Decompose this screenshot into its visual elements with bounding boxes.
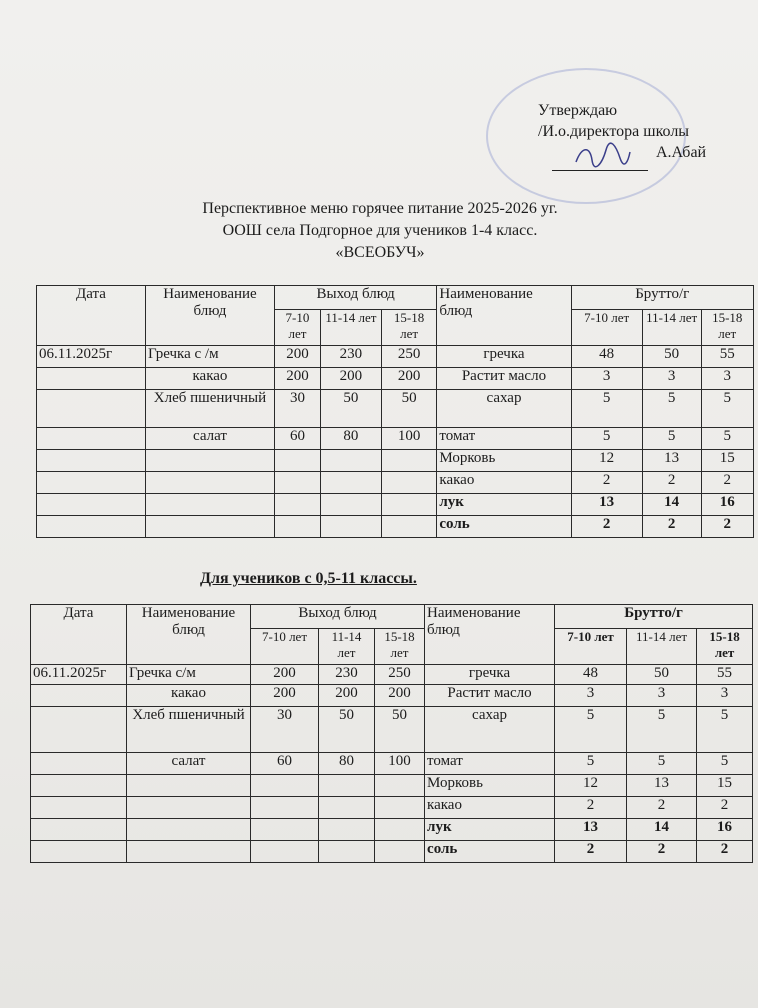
cell-output-15-18: 100	[375, 753, 425, 775]
cell-dish-name: какао	[127, 685, 251, 707]
cell-date	[37, 516, 146, 538]
cell-gross-15-18: 2	[701, 472, 754, 494]
cell-output-7-10: 200	[251, 685, 319, 707]
cell-dish-name: Хлеб пшеничный	[127, 707, 251, 753]
header-gross-age-7-10: 7-10 лет	[571, 310, 642, 346]
cell-output-7-10	[274, 472, 320, 494]
header-age-7-10: 7-10 лет	[274, 310, 320, 346]
cell-dish-name: салат	[127, 753, 251, 775]
cell-dish-name	[127, 775, 251, 797]
cell-output-15-18: 50	[381, 390, 437, 428]
cell-gross-15-18: 2	[701, 516, 754, 538]
cell-output-11-14	[319, 775, 375, 797]
cell-output-11-14	[321, 494, 382, 516]
cell-gross-11-14: 5	[642, 390, 701, 428]
cell-dish-name	[127, 797, 251, 819]
cell-dish-name	[146, 516, 275, 538]
table-row	[31, 775, 753, 797]
cell-output-7-10: 60	[251, 753, 319, 775]
cell-output-11-14: 200	[321, 368, 382, 390]
cell-gross-7-10: 3	[571, 368, 642, 390]
cell-dish-name	[146, 494, 275, 516]
cell-date	[37, 368, 146, 390]
cell-gross-7-10: 2	[571, 472, 642, 494]
cell-gross-15-18: 15	[697, 775, 753, 797]
cell-gross-11-14: 14	[627, 819, 697, 841]
cell-gross-7-10: 5	[555, 753, 627, 775]
cell-output-15-18	[381, 516, 437, 538]
cell-gross-15-18: 2	[697, 797, 753, 819]
cell-gross-15-18: 16	[701, 494, 754, 516]
header-age-15-18: 15-18 лет	[375, 629, 425, 665]
cell-output-7-10: 30	[251, 707, 319, 753]
cell-output-11-14: 80	[319, 753, 375, 775]
cell-gross-15-18: 3	[701, 368, 754, 390]
cell-gross-11-14: 13	[627, 775, 697, 797]
table-row	[31, 841, 753, 863]
cell-gross-11-14: 13	[642, 450, 701, 472]
cell-gross-11-14: 5	[627, 753, 697, 775]
table-row	[37, 390, 754, 428]
cell-product-name: лук	[437, 494, 571, 516]
cell-product-name: сахар	[437, 390, 571, 428]
header-output: Выход блюд	[251, 605, 425, 629]
cell-gross-15-18: 16	[697, 819, 753, 841]
cell-output-15-18	[381, 450, 437, 472]
cell-date	[31, 753, 127, 775]
table-row	[31, 707, 753, 753]
title-line-2: ООШ села Подгорное для учеников 1-4 класс.	[222, 222, 538, 239]
cell-output-7-10	[251, 819, 319, 841]
cell-gross-15-18: 5	[697, 753, 753, 775]
cell-output-7-10	[274, 494, 320, 516]
cell-dish-name: Хлеб пшеничный	[146, 390, 275, 428]
cell-gross-7-10: 48	[555, 665, 627, 685]
cell-gross-15-18: 5	[701, 390, 754, 428]
cell-output-15-18	[375, 775, 425, 797]
cell-gross-7-10: 13	[571, 494, 642, 516]
cell-product-name: сахар	[425, 707, 555, 753]
header-gross-age-11-14: 11-14 лет	[642, 310, 701, 346]
cell-gross-7-10: 13	[555, 819, 627, 841]
cell-gross-7-10: 12	[555, 775, 627, 797]
table-row	[31, 665, 753, 685]
cell-date	[37, 472, 146, 494]
menu-table-grades-0-11	[30, 604, 753, 863]
cell-date: 06.11.2025г	[37, 346, 146, 368]
menu-table-grades-1-4	[36, 285, 754, 538]
approval-name: А.Абай	[656, 144, 707, 161]
cell-output-11-14	[319, 819, 375, 841]
table-row	[31, 753, 753, 775]
cell-gross-7-10: 3	[555, 685, 627, 707]
cell-output-15-18	[381, 472, 437, 494]
title-line-3: «ВСЕОБУЧ»	[335, 244, 425, 261]
cell-gross-15-18: 55	[697, 665, 753, 685]
cell-date	[31, 797, 127, 819]
cell-dish-name	[127, 841, 251, 863]
cell-gross-11-14: 2	[627, 841, 697, 863]
header-age-15-18: 15-18 лет	[381, 310, 437, 346]
cell-output-7-10: 30	[274, 390, 320, 428]
cell-gross-7-10: 2	[555, 841, 627, 863]
cell-output-11-14: 230	[321, 346, 382, 368]
cell-output-11-14: 80	[321, 428, 382, 450]
cell-output-11-14	[319, 797, 375, 819]
cell-gross-7-10: 12	[571, 450, 642, 472]
cell-date	[31, 841, 127, 863]
document-title	[160, 198, 600, 264]
cell-output-15-18	[375, 819, 425, 841]
cell-output-15-18	[375, 841, 425, 863]
header-dish-name: Наименование блюд	[146, 286, 275, 346]
header-gross-age-15-18: 15-18 лет	[697, 629, 753, 665]
cell-product-name: гречка	[437, 346, 571, 368]
cell-output-11-14	[321, 450, 382, 472]
cell-product-name: соль	[425, 841, 555, 863]
cell-output-7-10	[251, 775, 319, 797]
header-gross: Брутто/г	[555, 605, 753, 629]
cell-gross-7-10: 2	[555, 797, 627, 819]
cell-gross-11-14: 14	[642, 494, 701, 516]
cell-product-name: какао	[425, 797, 555, 819]
cell-product-name: какао	[437, 472, 571, 494]
cell-output-11-14: 200	[319, 685, 375, 707]
section-subtitle: Для учеников с 0,5-11 классы.	[200, 570, 417, 587]
cell-product-name: соль	[437, 516, 571, 538]
approval-position: /И.о.директора школы	[538, 123, 690, 140]
cell-gross-11-14: 2	[642, 472, 701, 494]
cell-output-11-14	[319, 841, 375, 863]
cell-gross-7-10: 5	[571, 428, 642, 450]
cell-dish-name: Гречка с/м	[127, 665, 251, 685]
cell-date	[31, 819, 127, 841]
cell-gross-15-18: 3	[697, 685, 753, 707]
cell-gross-11-14: 50	[642, 346, 701, 368]
cell-date	[31, 775, 127, 797]
header-date: Дата	[31, 605, 127, 665]
cell-product-name: Растит масло	[425, 685, 555, 707]
cell-date: 06.11.2025г	[31, 665, 127, 685]
cell-output-7-10	[251, 841, 319, 863]
cell-gross-15-18: 2	[697, 841, 753, 863]
cell-output-7-10	[274, 516, 320, 538]
table-row	[37, 516, 754, 538]
header-age-11-14: 11-14 лет	[321, 310, 382, 346]
header-product-name: Наименование блюд	[425, 605, 555, 665]
cell-output-11-14	[321, 472, 382, 494]
cell-dish-name	[127, 819, 251, 841]
approval-title: Утверждаю	[538, 102, 618, 119]
cell-output-7-10	[274, 450, 320, 472]
cell-output-11-14: 50	[319, 707, 375, 753]
cell-product-name: лук	[425, 819, 555, 841]
cell-product-name: томат	[437, 428, 571, 450]
cell-output-15-18	[381, 494, 437, 516]
cell-output-11-14: 50	[321, 390, 382, 428]
cell-output-15-18: 200	[381, 368, 437, 390]
cell-gross-7-10: 48	[571, 346, 642, 368]
header-gross: Брутто/г	[571, 286, 753, 310]
cell-dish-name: какао	[146, 368, 275, 390]
cell-gross-11-14: 50	[627, 665, 697, 685]
cell-output-7-10: 200	[274, 368, 320, 390]
cell-output-15-18	[375, 797, 425, 819]
cell-output-7-10: 60	[274, 428, 320, 450]
header-gross-age-11-14: 11-14 лет	[627, 629, 697, 665]
cell-gross-11-14: 3	[642, 368, 701, 390]
cell-product-name: Растит масло	[437, 368, 571, 390]
cell-date	[37, 494, 146, 516]
cell-output-7-10	[251, 797, 319, 819]
cell-output-11-14: 230	[319, 665, 375, 685]
table-row	[37, 368, 754, 390]
header-output: Выход блюд	[274, 286, 436, 310]
cell-date	[31, 707, 127, 753]
table-row	[37, 472, 754, 494]
cell-output-15-18: 250	[375, 665, 425, 685]
table-row	[37, 346, 754, 368]
header-gross-age-15-18: 15-18 лет	[701, 310, 754, 346]
cell-dish-name	[146, 472, 275, 494]
approval-block	[538, 100, 706, 163]
table-row	[37, 428, 754, 450]
cell-output-7-10: 200	[274, 346, 320, 368]
cell-gross-11-14: 2	[642, 516, 701, 538]
cell-dish-name: салат	[146, 428, 275, 450]
cell-output-7-10: 200	[251, 665, 319, 685]
cell-gross-11-14: 2	[627, 797, 697, 819]
cell-date	[37, 450, 146, 472]
cell-dish-name: Гречка с /м	[146, 346, 275, 368]
cell-gross-15-18: 55	[701, 346, 754, 368]
cell-gross-15-18: 5	[701, 428, 754, 450]
cell-gross-7-10: 5	[571, 390, 642, 428]
header-dish-name: Наименование блюд	[127, 605, 251, 665]
header-gross-age-7-10: 7-10 лет	[555, 629, 627, 665]
cell-product-name: томат	[425, 753, 555, 775]
cell-product-name: гречка	[425, 665, 555, 685]
cell-gross-7-10: 5	[555, 707, 627, 753]
cell-gross-11-14: 3	[627, 685, 697, 707]
cell-gross-11-14: 5	[642, 428, 701, 450]
cell-gross-7-10: 2	[571, 516, 642, 538]
cell-product-name: Морковь	[425, 775, 555, 797]
table-row	[31, 797, 753, 819]
cell-date	[37, 428, 146, 450]
cell-gross-15-18: 5	[697, 707, 753, 753]
header-age-11-14: 11-14 лет	[319, 629, 375, 665]
table-row	[31, 685, 753, 707]
cell-output-15-18: 100	[381, 428, 437, 450]
cell-output-11-14	[321, 516, 382, 538]
header-date: Дата	[37, 286, 146, 346]
cell-date	[31, 685, 127, 707]
cell-gross-11-14: 5	[627, 707, 697, 753]
table-row	[37, 450, 754, 472]
table-row	[37, 494, 754, 516]
cell-gross-15-18: 15	[701, 450, 754, 472]
cell-date	[37, 390, 146, 428]
title-line-1: Перспективное меню горячее питание 2025-2026 уг.	[202, 200, 558, 217]
table-row	[31, 819, 753, 841]
signature-line	[552, 170, 648, 171]
cell-output-15-18: 200	[375, 685, 425, 707]
header-age-7-10: 7-10 лет	[251, 629, 319, 665]
cell-output-15-18: 50	[375, 707, 425, 753]
cell-output-15-18: 250	[381, 346, 437, 368]
cell-dish-name	[146, 450, 275, 472]
header-product-name: Наименование блюд	[437, 286, 571, 346]
cell-product-name: Морковь	[437, 450, 571, 472]
